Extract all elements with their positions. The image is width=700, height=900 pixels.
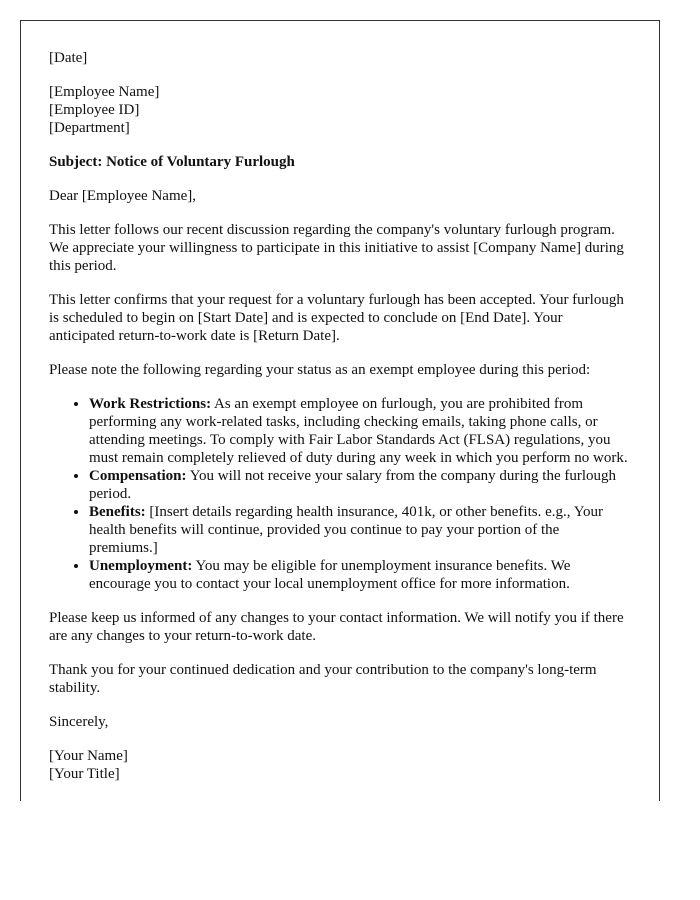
list-item-text: As an exempt employee on furlough, you are prohibited from performing any work-related tasks, including checking emails, taking phone calls, or attending meetings. To comply with Fair Labor Standards Act (FLSA) regulations, you must remain completely relieved of duty during any week in which you perform no work. (89, 396, 628, 466)
closing-paragraph: Thank you for your continued dedication and your contribution to the company's long-term stability. (49, 662, 597, 696)
subject-text: Subject: Notice of Voluntary Furlough (49, 154, 295, 170)
list-item-label: Work Restrictions: (89, 396, 212, 412)
recipient-block (49, 83, 631, 137)
list-item-label: Unemployment: (89, 558, 193, 574)
letter-date: [Date] (49, 50, 88, 66)
greeting: Dear [Employee Name], (49, 188, 197, 204)
list-item-text: You will not receive your salary from the company during the furlough period. (89, 468, 617, 502)
recipient-department: [Department] (49, 120, 130, 136)
sender-block (49, 747, 631, 783)
list-item (89, 557, 631, 593)
list-item-label: Benefits: (89, 504, 146, 520)
sender-name: [Your Name] (49, 748, 128, 764)
furlough-terms-list (49, 395, 631, 593)
list-item (89, 395, 631, 467)
recipient-id: [Employee ID] (49, 102, 140, 118)
closing-paragraph: Please keep us informed of any changes to your contact information. We will notify you if there are any changes to your return-to-work date. (49, 610, 624, 644)
subject-line (49, 153, 631, 171)
list-item-label: Compensation: (89, 468, 187, 484)
list-item (89, 467, 631, 503)
signoff: Sincerely, (49, 714, 109, 730)
sender-title: [Your Title] (49, 766, 120, 782)
list-item-text: You may be eligible for unemployment insurance benefits. We encourage you to contact your local unemployment office for more information. (89, 558, 571, 592)
list-item (89, 503, 631, 557)
recipient-name: [Employee Name] (49, 84, 160, 100)
body-paragraph: This letter follows our recent discussion regarding the company's voluntary furlough program. We appreciate your willingness to participate in this initiative to assist [Company Name] during this period. (49, 222, 624, 274)
list-item-text: [Insert details regarding health insurance, 401k, or other benefits. e.g., Your health benefits will continue, provided you continue to pay your portion of the premiums.] (89, 504, 604, 556)
letter-page (20, 20, 660, 801)
body-paragraph: Please note the following regarding your status as an exempt employee during this period: (49, 362, 591, 378)
body-paragraph: This letter confirms that your request for a voluntary furlough has been accepted. Your furlough is scheduled to begin on [Start Date] and is expected to conclude on [End Date]. Your anticipated return-to-work date is [Return Date]. (49, 292, 624, 344)
